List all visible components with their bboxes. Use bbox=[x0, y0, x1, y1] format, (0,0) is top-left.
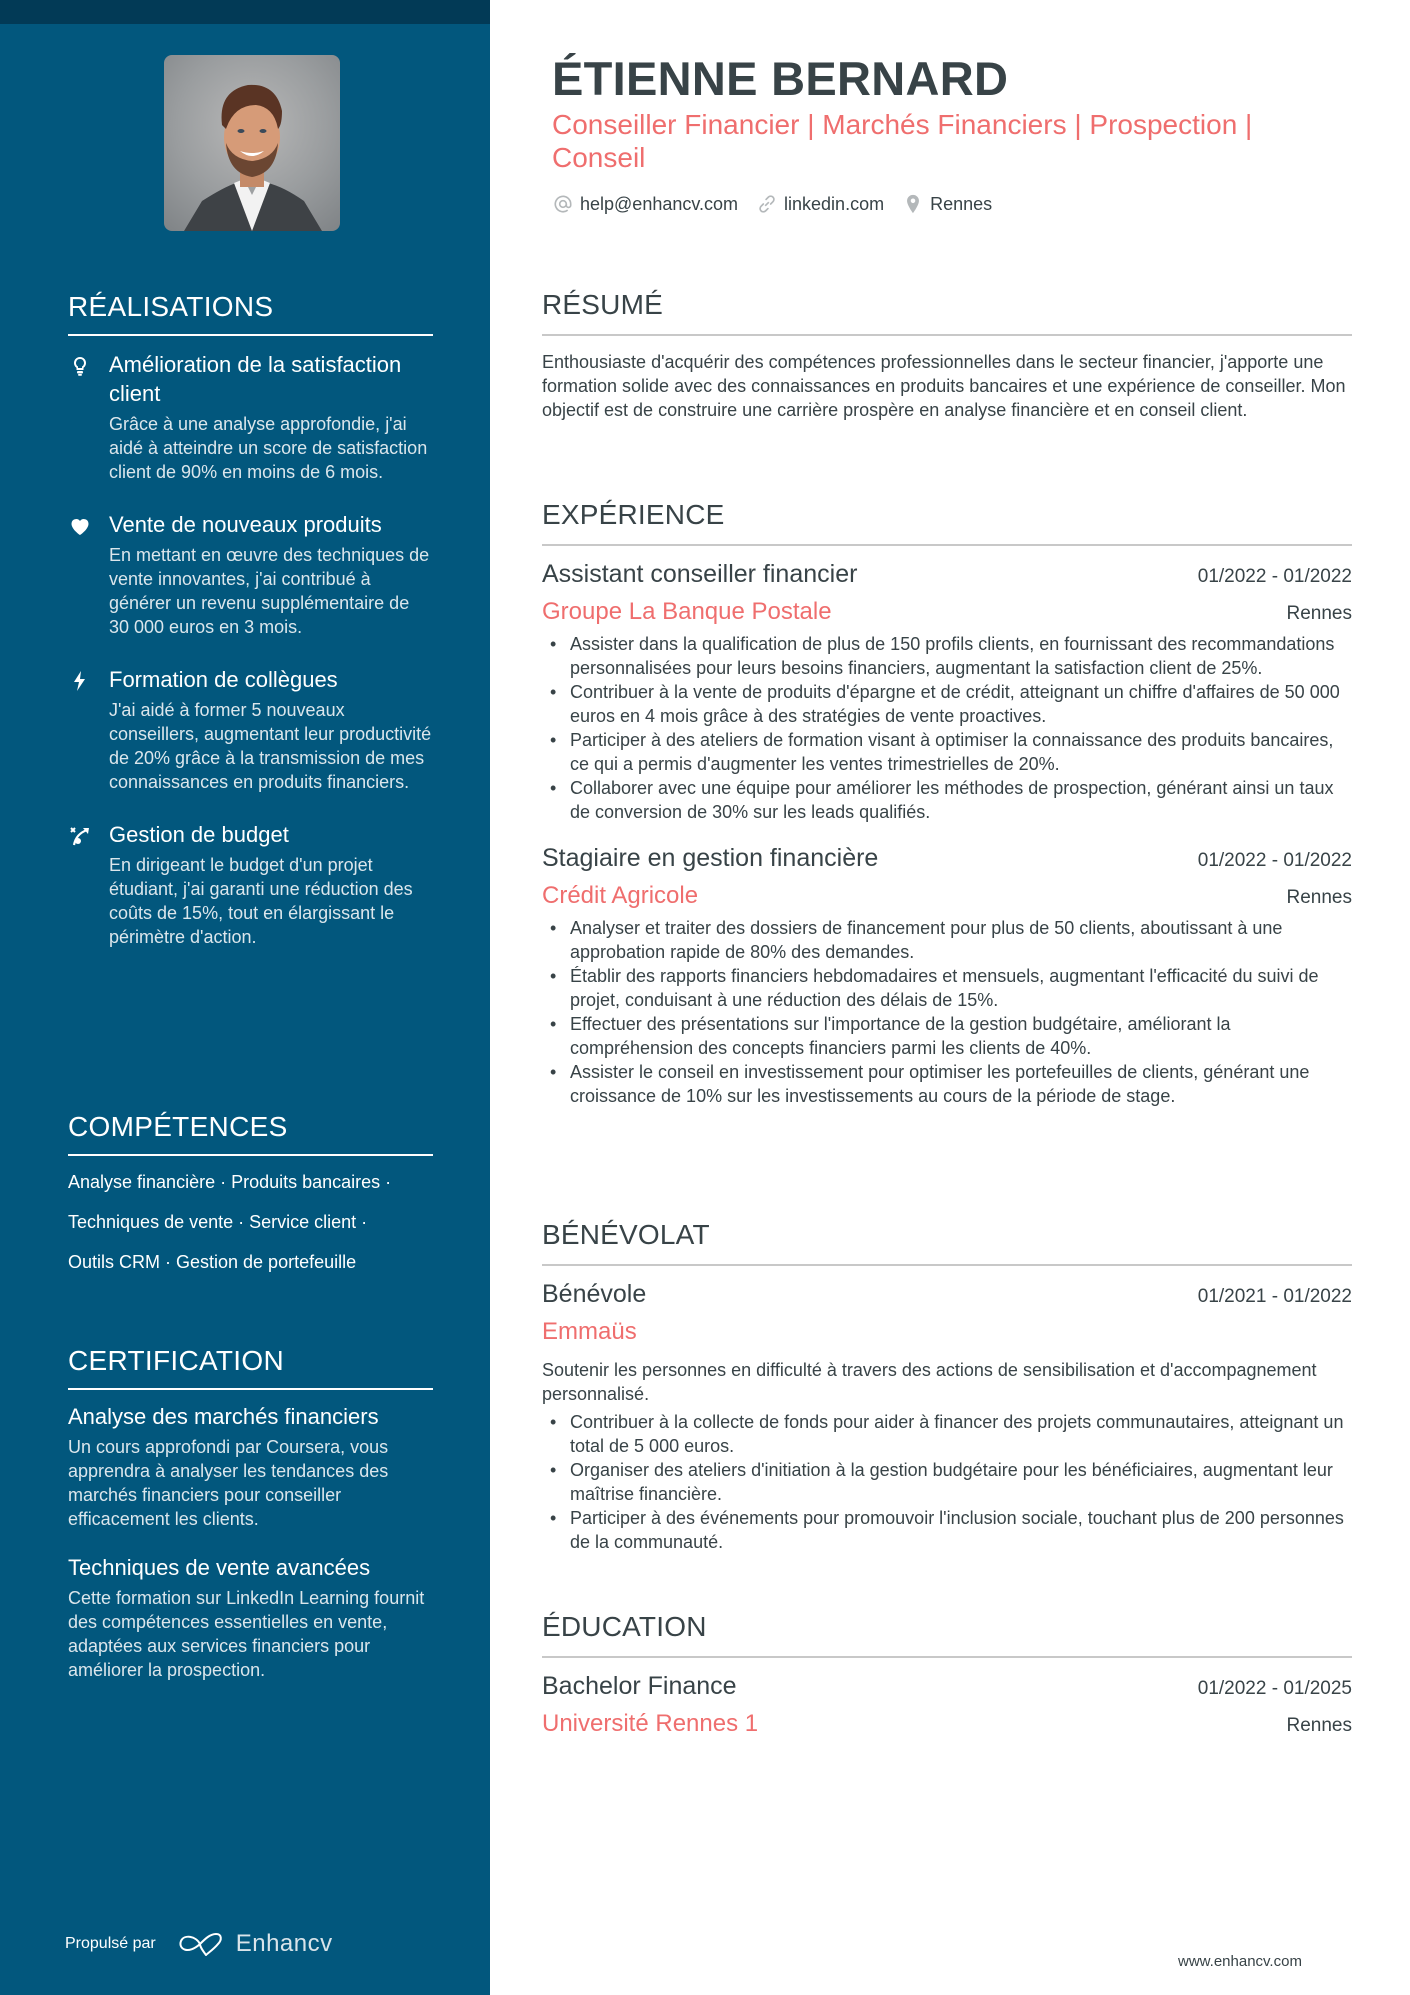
certification-item bbox=[68, 1553, 433, 1682]
volunteer-description: Soutenir les personnes en difficulté à travers des actions de sensibilisation et d'accompagnement personnalisé. bbox=[542, 1360, 1317, 1404]
profile-photo bbox=[164, 55, 340, 231]
footer-website-link[interactable]: www.enhancv.com bbox=[1178, 1953, 1302, 1970]
contact-linkedin-text: linkedin.com bbox=[784, 193, 885, 214]
contact-linkedin[interactable] bbox=[756, 193, 884, 215]
contact-email[interactable] bbox=[552, 193, 738, 215]
sidebar bbox=[0, 0, 490, 1995]
volunteering-divider bbox=[542, 1264, 1352, 1266]
volunteering-entry bbox=[542, 1278, 1352, 1554]
certification-description: Cette formation sur LinkedIn Learning fournit des compétences essentielles en vente, adaptées aux services financiers pour améliorer la prospection. bbox=[68, 1588, 425, 1680]
job-dates: 01/2022 - 01/2022 bbox=[1197, 850, 1352, 871]
achievement-description: J'ai aidé à former 5 nouveaux conseillers, augmentant leur productivité de 20% grâce à la transmission de mes connaissances en produits financiers. bbox=[109, 700, 432, 792]
heart-icon bbox=[68, 514, 92, 538]
achievement-item bbox=[68, 820, 433, 949]
skills-list bbox=[68, 1170, 433, 1274]
experience-divider bbox=[542, 544, 1352, 546]
achievements-divider bbox=[68, 334, 433, 336]
achievement-title: Vente de nouveaux produits bbox=[109, 512, 382, 537]
education-heading: ÉDUCATION bbox=[542, 1611, 707, 1642]
skills-line: Outils CRM · Gestion de portefeuille bbox=[68, 1252, 357, 1272]
volunteer-organization: Emmaüs bbox=[542, 1318, 637, 1345]
volunteering-heading: BÉNÉVOLAT bbox=[542, 1219, 710, 1250]
strategy-icon bbox=[68, 824, 92, 848]
education-divider bbox=[542, 1656, 1352, 1658]
volunteer-bullets bbox=[542, 1410, 1352, 1554]
enhancv-logo-icon bbox=[178, 1931, 224, 1957]
company-name: Groupe La Banque Postale bbox=[542, 598, 832, 625]
bullet-item: • Assister dans la qualification de plus de 150 profils clients, en fournissant des recommandations personnalisées pour leurs besoins financiers, augmentant la satisfaction client de 25%. bbox=[542, 632, 1352, 680]
skills-section bbox=[68, 1110, 433, 1290]
volunteering-section bbox=[542, 1218, 1352, 1554]
summary-heading: RÉSUMÉ bbox=[542, 289, 663, 320]
job-location: Rennes bbox=[1286, 603, 1352, 624]
skills-divider bbox=[68, 1154, 433, 1156]
bolt-icon bbox=[68, 669, 92, 693]
job-title: Assistant conseiller financier bbox=[542, 560, 858, 588]
education-section bbox=[542, 1610, 1352, 1740]
summary-text: Enthousiaste d'acquérir des compétences professionnelles dans le secteur financier, j'apporte une formation solide avec des connaissances en produits bancaires et une expérience de conseiller. Mon objectif est de construire une carrière prospère en analyse financière et en conseil client. bbox=[542, 352, 1346, 420]
experience-entry bbox=[542, 558, 1352, 824]
bullet-item: • Effectuer des présentations sur l'importance de la gestion budgétaire, améliorant la compréhension des concepts financiers parmi les clients de 40%. bbox=[542, 1012, 1352, 1060]
contact-location bbox=[902, 193, 992, 215]
achievement-item bbox=[68, 665, 433, 794]
at-icon bbox=[552, 193, 574, 215]
lightbulb-icon bbox=[68, 354, 92, 378]
achievement-item bbox=[68, 510, 433, 639]
powered-by bbox=[65, 1930, 333, 1958]
company-name: Crédit Agricole bbox=[542, 882, 699, 909]
bullet-item: • Participer à des événements pour promouvoir l'inclusion sociale, touchant plus de 200 personnes de la communauté. bbox=[542, 1506, 1352, 1554]
contact-bar bbox=[552, 193, 1010, 215]
school-name: Université Rennes 1 bbox=[542, 1710, 759, 1737]
location-pin-icon bbox=[902, 193, 924, 215]
achievements-section bbox=[68, 290, 433, 949]
summary-section bbox=[542, 288, 1352, 422]
achievement-title: Amélioration de la satisfaction client bbox=[109, 352, 402, 406]
bullet-item: • Analyser et traiter des dossiers de financement pour plus de 50 clients, aboutissant à une approbation rapide de 80% des demandes. bbox=[542, 916, 1352, 964]
contact-email-text: help@enhancv.com bbox=[580, 193, 739, 214]
skills-line: Techniques de vente · Service client · bbox=[68, 1212, 368, 1232]
certification-description: Un cours approfondi par Coursera, vous apprendra à analyser les tendances des marchés financiers pour conseiller efficacement les clients. bbox=[68, 1437, 389, 1529]
contact-location-text: Rennes bbox=[930, 193, 993, 214]
bullet-item: • Collaborer avec une équipe pour améliorer les méthodes de prospection, générant ainsi un taux de conversion de 30% sur les leads qualifiés. bbox=[542, 776, 1352, 824]
achievement-description: Grâce à une analyse approfondie, j'ai aidé à atteindre un score de satisfaction client de 90% en moins de 6 mois. bbox=[109, 414, 428, 482]
achievements-heading: RÉALISATIONS bbox=[68, 291, 274, 322]
bullet-item: • Contribuer à la collecte de fonds pour aider à financer des projets communautaires, atteignant un total de 5 000 euros. bbox=[542, 1410, 1352, 1458]
degree-title: Bachelor Finance bbox=[542, 1672, 737, 1700]
certification-item bbox=[68, 1402, 433, 1531]
bullet-item: • Établir des rapports financiers hebdomadaires et mensuels, augmentant l'efficacité du suivi de projet, conduisant à une réduction des délais de 15%. bbox=[542, 964, 1352, 1012]
experience-heading: EXPÉRIENCE bbox=[542, 499, 725, 530]
bullet-item: • Contribuer à la vente de produits d'épargne et de crédit, atteignant un chiffre d'affaires de 50 000 euros en 4 mois grâce à des stratégies de vente proactives. bbox=[542, 680, 1352, 728]
skills-heading: COMPÉTENCES bbox=[68, 1111, 288, 1142]
skills-line: Analyse financière · Produits bancaires · bbox=[68, 1172, 392, 1192]
achievement-description: En dirigeant le budget d'un projet étudiant, j'ai garanti une réduction des coûts de 15%, tout en élargissant le périmètre d'action. bbox=[109, 855, 413, 947]
certification-heading: CERTIFICATION bbox=[68, 1345, 284, 1376]
job-location: Rennes bbox=[1286, 887, 1352, 908]
job-bullets bbox=[542, 916, 1352, 1108]
certification-title: Techniques de vente avancées bbox=[68, 1555, 371, 1580]
bullet-item: • Organiser des ateliers d'initiation à la gestion budgétaire pour les bénéficiaires, augmentant leur maîtrise financière. bbox=[542, 1458, 1352, 1506]
job-dates: 01/2022 - 01/2022 bbox=[1197, 566, 1352, 587]
achievement-title: Gestion de budget bbox=[109, 822, 289, 847]
achievement-item bbox=[68, 350, 433, 484]
sidebar-top-bar bbox=[0, 0, 490, 24]
candidate-name: ÉTIENNE BERNARD bbox=[552, 52, 1009, 105]
bullet-item: • Participer à des ateliers de formation visant à optimiser la connaissance des produits bancaires, ce qui a permis d'augmenter les ventes trimestrielles de 20%. bbox=[542, 728, 1352, 776]
portrait-image bbox=[164, 55, 340, 231]
enhancv-wordmark: Enhancv bbox=[235, 1930, 333, 1957]
experience-section bbox=[542, 498, 1352, 1108]
job-title: Stagiaire en gestion financière bbox=[542, 844, 879, 872]
achievement-description: En mettant en œuvre des techniques de vente innovantes, j'ai contribué à générer un revenu supplémentaire de 30 000 euros en 3 mois. bbox=[109, 545, 430, 637]
certification-title: Analyse des marchés financiers bbox=[68, 1404, 379, 1429]
candidate-headline: Conseiller Financier | Marchés Financiers | Prospection | Conseil bbox=[552, 109, 1253, 173]
link-icon bbox=[756, 193, 778, 215]
bullet-item: • Assister le conseil en investissement pour optimiser les portefeuilles de clients, générant une croissance de 10% sur les investissements au cours de la période de stage. bbox=[542, 1060, 1352, 1108]
powered-by-label: Propulsé par bbox=[65, 1935, 156, 1952]
certification-section bbox=[68, 1344, 433, 1682]
education-entry bbox=[542, 1670, 1352, 1740]
experience-entry bbox=[542, 842, 1352, 1108]
volunteer-dates: 01/2021 - 01/2022 bbox=[1197, 1286, 1352, 1307]
enhancv-logo[interactable] bbox=[178, 1930, 333, 1958]
achievement-title: Formation de collègues bbox=[109, 667, 338, 692]
certification-divider bbox=[68, 1388, 433, 1390]
education-location: Rennes bbox=[1286, 1715, 1352, 1736]
volunteer-role: Bénévole bbox=[542, 1280, 647, 1308]
education-dates: 01/2022 - 01/2025 bbox=[1197, 1678, 1352, 1699]
summary-divider bbox=[542, 334, 1352, 336]
job-bullets bbox=[542, 632, 1352, 824]
